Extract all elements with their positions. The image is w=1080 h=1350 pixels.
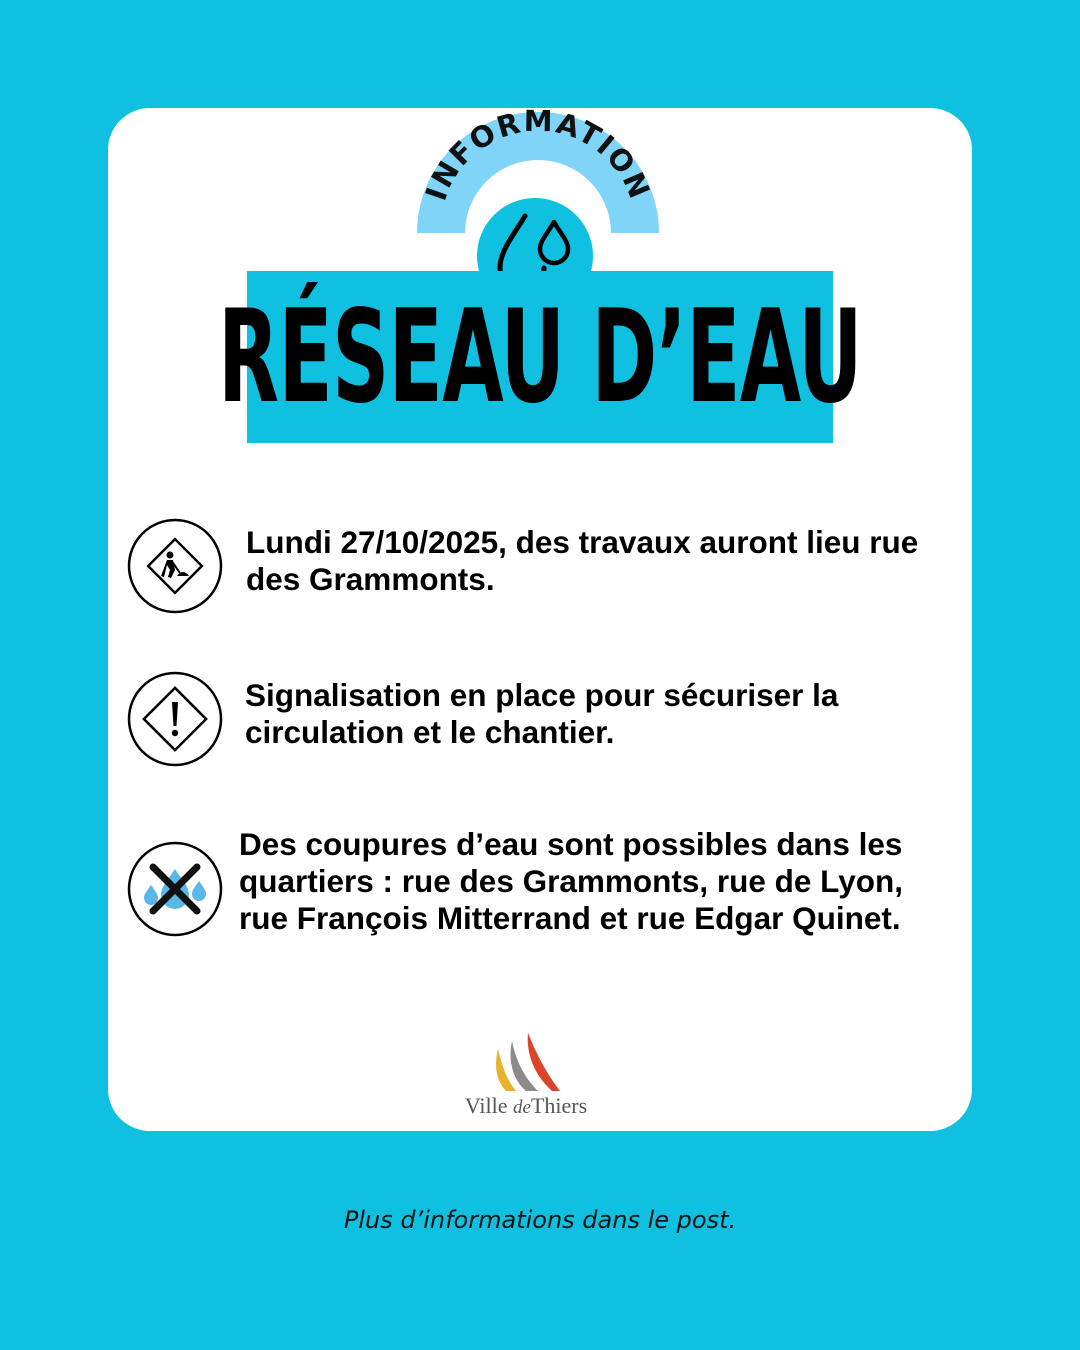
roadwork-sign-icon bbox=[127, 518, 223, 614]
badge-text: INFORMATION bbox=[418, 108, 658, 205]
item-text: Des coupures d’eau sont possibles dans les quartiers : rue des Grammonts, rue de Lyon, rue François Mitterrand et rue Edgar Quinet. bbox=[239, 826, 903, 936]
item-text: Lundi 27/10/2025, des travaux auront lieu rue des Grammonts. bbox=[246, 524, 919, 597]
item-text: Signalisation en place pour sécuriser la circulation et le chantier. bbox=[245, 677, 839, 750]
info-card bbox=[108, 108, 972, 1131]
logo-text: Ville deThiers bbox=[464, 1093, 588, 1118]
footer-note: Plus d’informations dans le post. bbox=[343, 1206, 737, 1234]
warning-sign-icon bbox=[127, 671, 223, 767]
header bbox=[108, 108, 972, 468]
logo-sails-icon bbox=[456, 1031, 596, 1093]
title-band bbox=[218, 271, 862, 443]
page-title: RÉSEAU D’EAU bbox=[218, 282, 862, 432]
ville-de-thiers-logo bbox=[456, 1031, 596, 1123]
water-cut-icon bbox=[127, 841, 223, 937]
